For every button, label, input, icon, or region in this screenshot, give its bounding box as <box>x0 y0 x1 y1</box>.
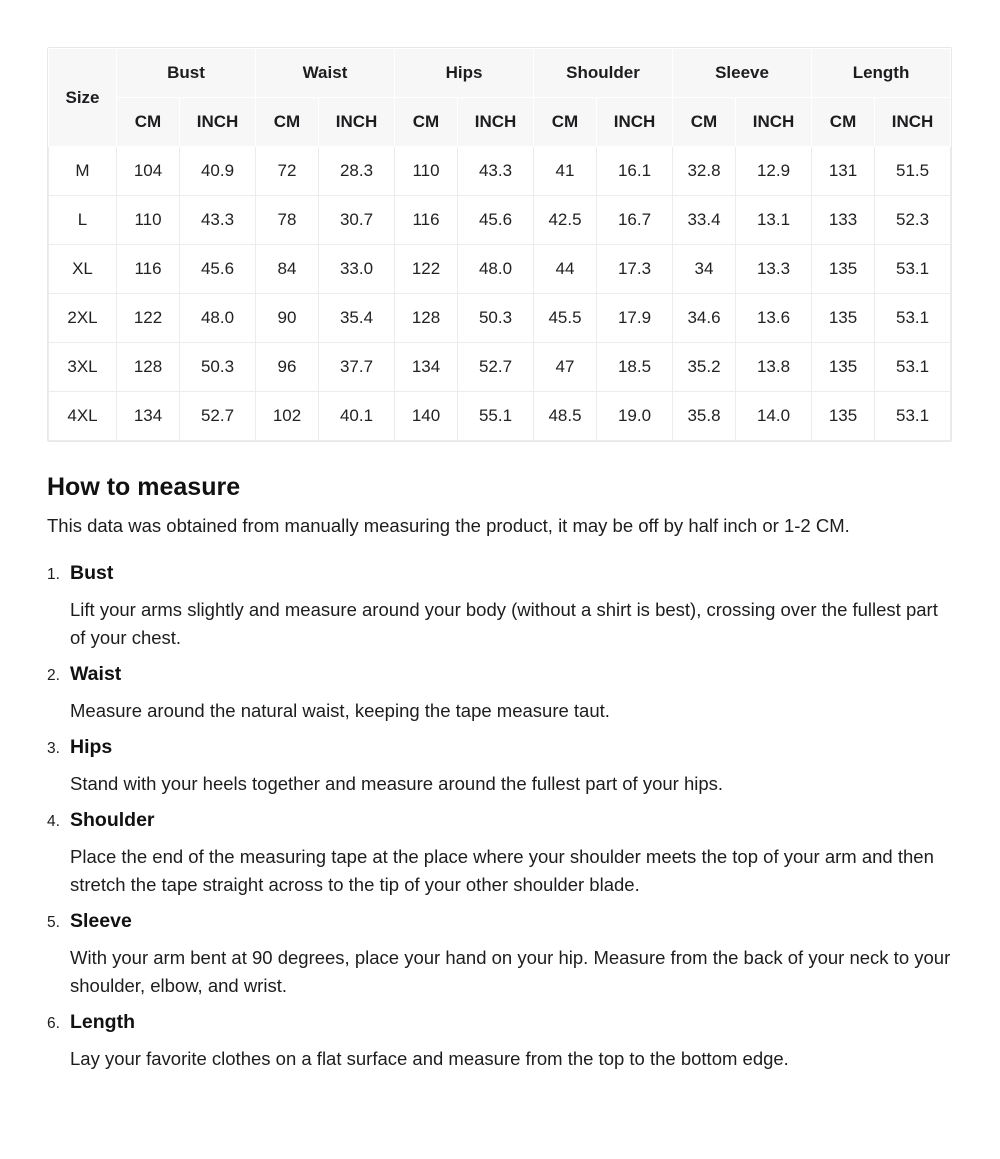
list-item-number: 4. <box>47 813 60 830</box>
unit-header-cm: CM <box>256 98 319 147</box>
list-item-description: Lay your favorite clothes on a flat surface and measure from the top to the bottom edge. <box>70 1048 789 1069</box>
table-cell: 35.8 <box>673 392 736 441</box>
list-item-number: 3. <box>47 740 60 757</box>
list-item-sleeve <box>47 907 952 1000</box>
size-chart-container <box>47 47 952 442</box>
table-cell: 52.7 <box>458 343 534 392</box>
table-cell: 35.2 <box>673 343 736 392</box>
table-cell: 96 <box>256 343 319 392</box>
size-label: 3XL <box>49 343 117 392</box>
size-label: L <box>49 196 117 245</box>
table-cell: 14.0 <box>736 392 812 441</box>
list-item-number: 5. <box>47 914 60 931</box>
table-cell: 52.3 <box>875 196 951 245</box>
table-row-2xl <box>49 294 951 343</box>
table-cell: 135 <box>812 343 875 392</box>
table-cell: 50.3 <box>458 294 534 343</box>
list-item-shoulder <box>47 806 952 899</box>
list-item-term-line <box>47 1008 952 1038</box>
table-cell: 53.1 <box>875 294 951 343</box>
size-label: 4XL <box>49 392 117 441</box>
table-cell: 122 <box>395 245 458 294</box>
table-cell: 16.1 <box>597 147 673 196</box>
how-to-measure-heading: How to measure <box>47 473 241 501</box>
unit-header-inch: INCH <box>458 98 534 147</box>
table-cell: 13.3 <box>736 245 812 294</box>
unit-header-cm: CM <box>395 98 458 147</box>
table-cell: 41 <box>534 147 597 196</box>
list-item-description: Place the end of the measuring tape at the place where your shoulder meets the top of your arm and then stretch the tape straight across to the tip of your other shoulder blade. <box>70 846 934 895</box>
list-item-waist <box>47 660 952 725</box>
table-cell: 34 <box>673 245 736 294</box>
table-cell: 128 <box>117 343 180 392</box>
table-cell: 134 <box>395 343 458 392</box>
table-cell: 110 <box>117 196 180 245</box>
unit-header-cm: CM <box>673 98 736 147</box>
column-group-bust: Bust <box>117 49 256 98</box>
list-item-length <box>47 1008 952 1073</box>
table-cell: 13.1 <box>736 196 812 245</box>
list-item-term-line <box>47 806 952 836</box>
table-group-header-row <box>49 49 951 98</box>
table-cell: 28.3 <box>319 147 395 196</box>
list-item-term: Length <box>70 1011 135 1033</box>
column-header-size: Size <box>49 49 117 147</box>
table-cell: 53.1 <box>875 343 951 392</box>
table-cell: 17.9 <box>597 294 673 343</box>
list-item-number: 2. <box>47 667 60 684</box>
list-item-term: Waist <box>70 663 122 685</box>
list-item-term: Hips <box>70 736 113 758</box>
table-cell: 48.0 <box>458 245 534 294</box>
column-group-waist: Waist <box>256 49 395 98</box>
list-item-term-line <box>47 559 952 589</box>
unit-header-inch: INCH <box>319 98 395 147</box>
list-item-description: Stand with your heels together and measure around the fullest part of your hips. <box>70 773 724 794</box>
list-item-term-line <box>47 907 952 937</box>
table-cell: 102 <box>256 392 319 441</box>
table-cell: 135 <box>812 392 875 441</box>
table-row-3xl <box>49 343 951 392</box>
table-cell: 53.1 <box>875 392 951 441</box>
table-cell: 134 <box>117 392 180 441</box>
table-cell: 16.7 <box>597 196 673 245</box>
table-cell: 44 <box>534 245 597 294</box>
table-cell: 43.3 <box>458 147 534 196</box>
table-cell: 35.4 <box>319 294 395 343</box>
table-cell: 133 <box>812 196 875 245</box>
measure-disclaimer-text: This data was obtained from manually measuring the product, it may be off by half inch or 1-2 CM. <box>47 515 850 536</box>
unit-header-inch: INCH <box>180 98 256 147</box>
table-cell: 128 <box>395 294 458 343</box>
table-unit-header-row <box>49 98 951 147</box>
table-cell: 90 <box>256 294 319 343</box>
unit-header-cm: CM <box>812 98 875 147</box>
table-row-m <box>49 147 951 196</box>
table-cell: 12.9 <box>736 147 812 196</box>
list-item-term: Sleeve <box>70 910 132 932</box>
unit-header-cm: CM <box>534 98 597 147</box>
table-cell: 18.5 <box>597 343 673 392</box>
table-cell: 42.5 <box>534 196 597 245</box>
table-cell: 32.8 <box>673 147 736 196</box>
table-cell: 45.5 <box>534 294 597 343</box>
table-cell: 33.4 <box>673 196 736 245</box>
unit-header-inch: INCH <box>875 98 951 147</box>
list-item-number: 1. <box>47 566 60 583</box>
table-cell: 37.7 <box>319 343 395 392</box>
table-cell: 48.5 <box>534 392 597 441</box>
unit-header-inch: INCH <box>597 98 673 147</box>
table-cell: 45.6 <box>458 196 534 245</box>
measure-instructions-list <box>47 559 952 1073</box>
list-item-term: Bust <box>70 562 114 584</box>
table-cell: 17.3 <box>597 245 673 294</box>
table-cell: 43.3 <box>180 196 256 245</box>
size-label: M <box>49 147 117 196</box>
size-label: XL <box>49 245 117 294</box>
list-item-bust <box>47 559 952 652</box>
table-cell: 53.1 <box>875 245 951 294</box>
unit-header-inch: INCH <box>736 98 812 147</box>
list-item-description: With your arm bent at 90 degrees, place your hand on your hip. Measure from the back of your neck to your shoulder, elbow, and wrist. <box>70 947 951 996</box>
column-group-length: Length <box>812 49 951 98</box>
list-item-hips <box>47 733 952 798</box>
size-label: 2XL <box>49 294 117 343</box>
table-cell: 48.0 <box>180 294 256 343</box>
table-cell: 78 <box>256 196 319 245</box>
table-cell: 116 <box>117 245 180 294</box>
size-chart-table <box>48 48 951 441</box>
table-cell: 72 <box>256 147 319 196</box>
table-cell: 47 <box>534 343 597 392</box>
table-cell: 135 <box>812 294 875 343</box>
table-cell: 51.5 <box>875 147 951 196</box>
list-item-term: Shoulder <box>70 809 155 831</box>
table-cell: 50.3 <box>180 343 256 392</box>
table-cell: 13.6 <box>736 294 812 343</box>
table-cell: 30.7 <box>319 196 395 245</box>
list-item-term-line <box>47 733 952 763</box>
column-group-sleeve: Sleeve <box>673 49 812 98</box>
table-cell: 40.9 <box>180 147 256 196</box>
table-cell: 131 <box>812 147 875 196</box>
list-item-description: Measure around the natural waist, keeping the tape measure taut. <box>70 700 610 721</box>
table-cell: 135 <box>812 245 875 294</box>
table-cell: 55.1 <box>458 392 534 441</box>
table-row-xl <box>49 245 951 294</box>
table-cell: 84 <box>256 245 319 294</box>
table-cell: 19.0 <box>597 392 673 441</box>
list-item-number: 6. <box>47 1015 60 1032</box>
column-group-hips: Hips <box>395 49 534 98</box>
table-cell: 45.6 <box>180 245 256 294</box>
table-cell: 110 <box>395 147 458 196</box>
unit-header-cm: CM <box>117 98 180 147</box>
table-cell: 40.1 <box>319 392 395 441</box>
table-cell: 140 <box>395 392 458 441</box>
list-item-description: Lift your arms slightly and measure around your body (without a shirt is best), crossing over the fullest part of your chest. <box>70 599 938 648</box>
table-cell: 104 <box>117 147 180 196</box>
table-cell: 116 <box>395 196 458 245</box>
table-cell: 52.7 <box>180 392 256 441</box>
table-cell: 34.6 <box>673 294 736 343</box>
table-row-l <box>49 196 951 245</box>
table-cell: 122 <box>117 294 180 343</box>
table-cell: 13.8 <box>736 343 812 392</box>
column-group-shoulder: Shoulder <box>534 49 673 98</box>
table-row-4xl <box>49 392 951 441</box>
list-item-term-line <box>47 660 952 690</box>
table-cell: 33.0 <box>319 245 395 294</box>
